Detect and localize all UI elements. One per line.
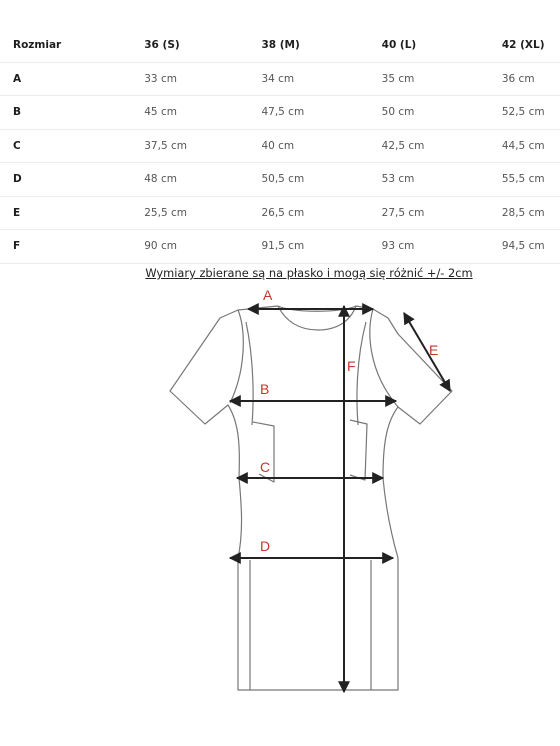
table-cell: 26,5 cm	[261, 196, 381, 230]
header-size: Rozmiar	[0, 29, 144, 62]
table-cell: 28,5 cm	[502, 196, 560, 230]
table-row	[0, 129, 560, 163]
right-pocket	[350, 420, 367, 480]
dress-measurement-diagram	[150, 285, 460, 705]
header-40: 40 (L)	[382, 29, 502, 62]
table-cell: 34 cm	[261, 62, 381, 96]
row-label: A	[0, 62, 144, 96]
table-cell: 50 cm	[382, 96, 502, 130]
table-cell: 42,5 cm	[382, 129, 502, 163]
table-cell: 27,5 cm	[382, 196, 502, 230]
label-a: A	[263, 287, 273, 303]
table-row	[0, 230, 560, 264]
table-cell: 37,5 cm	[144, 129, 261, 163]
table-row	[0, 163, 560, 197]
row-label: F	[0, 230, 144, 264]
label-b: B	[260, 381, 270, 397]
row-label: D	[0, 163, 144, 197]
header-42: 42 (XL)	[502, 29, 560, 62]
left-princess-seam	[246, 322, 253, 425]
dress-outline	[170, 306, 452, 690]
row-label: E	[0, 196, 144, 230]
row-label: B	[0, 96, 144, 130]
table-row	[0, 96, 560, 130]
table-cell: 33 cm	[144, 62, 261, 96]
header-36: 36 (S)	[144, 29, 261, 62]
table-cell: 93 cm	[382, 230, 502, 264]
left-armhole-seam	[230, 310, 243, 403]
table-cell: 50,5 cm	[261, 163, 381, 197]
table-cell: 48 cm	[144, 163, 261, 197]
table-cell: 91,5 cm	[261, 230, 381, 264]
label-f: F	[347, 358, 356, 374]
header-38: 38 (M)	[261, 29, 381, 62]
row-label: C	[0, 129, 144, 163]
table-cell: 45 cm	[144, 96, 261, 130]
label-c: C	[260, 459, 271, 475]
table-cell: 55,5 cm	[502, 163, 560, 197]
label-d: D	[260, 538, 271, 554]
size-chart-table	[0, 29, 560, 264]
table-cell: 35 cm	[382, 62, 502, 96]
right-princess-seam	[357, 322, 366, 425]
label-e: E	[429, 342, 439, 358]
table-row	[0, 62, 560, 96]
table-cell: 36 cm	[502, 62, 560, 96]
table-cell: 94,5 cm	[502, 230, 560, 264]
measurement-note: Wymiary zbierane są na płasko i mogą się różnić +/- 2cm	[145, 266, 473, 280]
table-cell: 40 cm	[261, 129, 381, 163]
table-cell: 52,5 cm	[502, 96, 560, 130]
measurement-arrows	[230, 306, 450, 692]
table-cell: 90 cm	[144, 230, 261, 264]
table-cell: 53 cm	[382, 163, 502, 197]
table-cell: 44,5 cm	[502, 129, 560, 163]
right-armhole-seam	[370, 309, 398, 407]
table-cell: 47,5 cm	[261, 96, 381, 130]
table-cell: 25,5 cm	[144, 196, 261, 230]
arrow-e	[404, 313, 450, 391]
table-row	[0, 196, 560, 230]
table-header-row	[0, 29, 560, 62]
dress-body-outline	[170, 306, 452, 690]
